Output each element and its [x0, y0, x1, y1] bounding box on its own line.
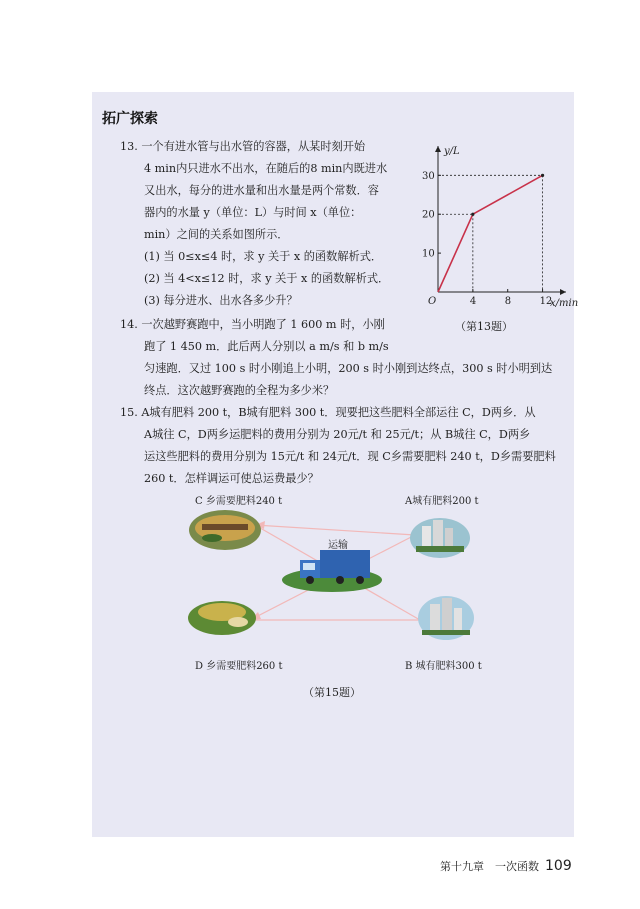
q13-line: 又出水，每分的进水量和出水量是两个常数．容: [144, 184, 379, 197]
x-tick-label: 4: [469, 296, 477, 307]
chapter-title: 第十九章 一次函数: [440, 860, 539, 873]
origin-label: O: [428, 296, 437, 307]
q15-line: A城往 C，D两乡运肥料的费用分别为 20元/t 和 25元/t；从 B城往 C，D两乡: [144, 428, 531, 441]
y-axis-label: y/L: [444, 146, 460, 157]
data-point: [471, 213, 474, 216]
q13-line: 4 min内只进水不出水，在随后的8 min内既进水: [144, 162, 388, 175]
q15-caption: （第15题）: [303, 686, 361, 699]
data-line: [438, 175, 543, 292]
q14-line: 14. 一次越野赛跑中，当小明跑了 1 600 m 时，小刚: [120, 318, 385, 331]
x-tick-label: 12: [539, 296, 553, 307]
q15-line: 运这些肥料的费用分别为 15元/t 和 24元/t．现 C乡需要肥料 240 t，D乡需要肥料: [144, 450, 556, 463]
y-tick-label: 20: [422, 209, 435, 221]
q13-sub-3: (3) 每分进水、出水各多少升？: [144, 294, 298, 307]
page-footer: [440, 858, 572, 874]
data-point: [541, 174, 544, 177]
q13-sub-2: (2) 当 4<x≤12 时，求 y 关于 x 的函数解析式．: [144, 272, 390, 285]
y-tick-label: 10: [422, 248, 435, 260]
q13-sub-1: (1) 当 0≤x≤4 时，求 y 关于 x 的函数解析式．: [144, 250, 383, 263]
section-title: 拓广探索: [102, 111, 158, 127]
q15-illustration: [150, 480, 510, 680]
label-b-city: B 城有肥料300 t: [405, 661, 482, 672]
d-village-picture: [188, 601, 256, 635]
x-axis-label: x/min: [550, 298, 579, 309]
y-axis-arrow-icon: [435, 146, 441, 152]
c-village-picture: [189, 510, 261, 550]
x-tick-label: 8: [504, 296, 512, 307]
q14-line: 匀速跑．又过 100 s 时小刚追上小明，200 s 时小刚到达终点，300 s 时小明到达: [144, 362, 553, 375]
label-transport: 运输: [328, 540, 348, 551]
q15-line: 260 t．怎样调运可使总运费最少？: [144, 472, 319, 485]
b-city-picture: [418, 596, 474, 640]
label-c-village: C 乡需要肥料240 t: [195, 496, 283, 507]
q14-line: 跑了 1 450 m．此后两人分别以 a m/s 和 b m/s: [144, 340, 389, 353]
q13-line: 13. 一个有进水管与出水管的容器，从某时刻开始: [120, 140, 366, 153]
page-number: 109: [545, 858, 572, 874]
label-a-city: A城有肥料200 t: [405, 496, 479, 507]
q13-line: 器内的水量 y（单位：L）与时间 x（单位：: [144, 206, 362, 219]
q14-line: 终点．这次越野赛跑的全程为多少米？: [144, 384, 335, 397]
q13-graph: [412, 140, 579, 310]
label-d-village: D 乡需要肥料260 t: [195, 661, 283, 672]
y-tick-label: 30: [422, 170, 435, 182]
q13-caption: （第13题）: [455, 320, 513, 333]
q15-line: 15. A城有肥料 200 t，B城有肥料 300 t．现要把这些肥料全部运往 C，D两乡．从: [120, 406, 536, 419]
q13-line: min）之间的关系如图所示．: [144, 228, 289, 241]
x-axis-arrow-icon: [560, 289, 566, 295]
truck-picture: [282, 550, 382, 592]
a-city-picture: [410, 518, 470, 558]
